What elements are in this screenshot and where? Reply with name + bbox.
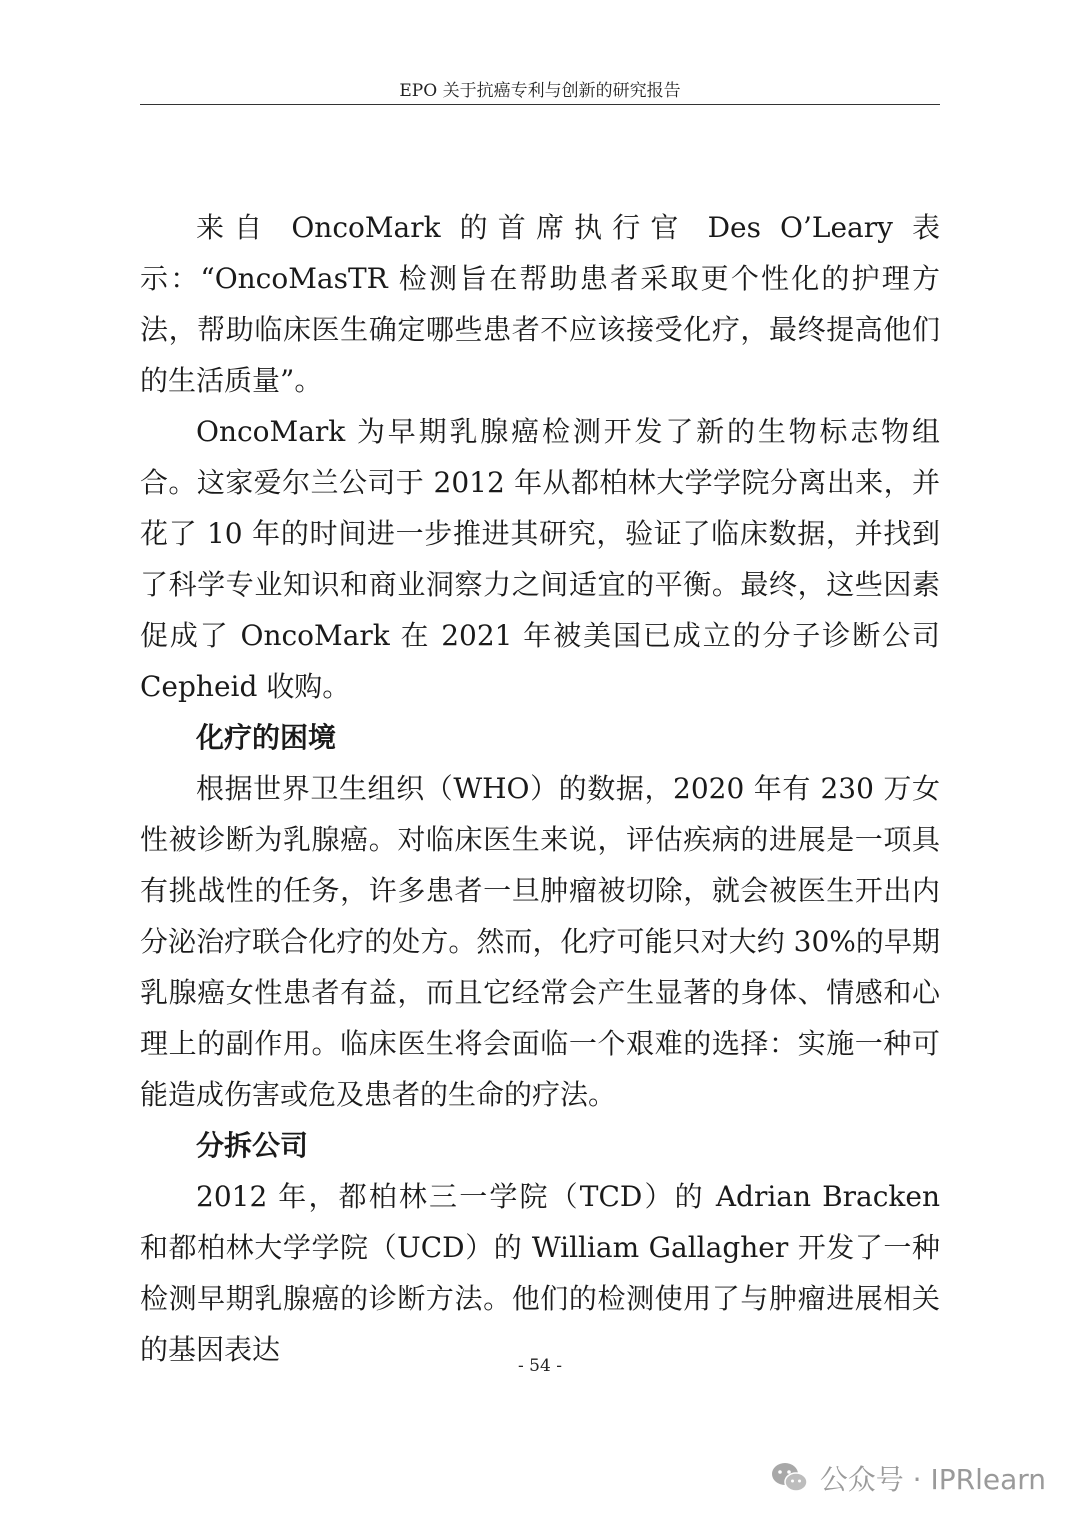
header-divider: [140, 104, 940, 105]
paragraph-chemo: 根据世界卫生组织（WHO）的数据，2020 年有 230 万女性被诊断为乳腺癌。对临床医生来说，评估疾病的进展是一项具有挑战性的任务，许多患者一旦肿瘤被切除，就会被医生开出内分泌治疗联合化疗的处方。然而，化疗可能只对大约 30%的早期乳腺癌女性患者有益，而且它经常会产生显著的身体、情感和心理上的副作用。临床医生将会面临一个艰难的选择：实施一种可能造成伤害或危及患者的生命的疗法。: [140, 772, 940, 1111]
section-heading-chemo: 化疗的困境: [196, 721, 337, 754]
paragraph-oncomark: OncoMark 为早期乳腺癌检测开发了新的生物标志物组合。这家爱尔兰公司于 2012 年从都柏林大学学院分离出来，并花了 10 年的时间进一步推进其研究，验证了临床数据，并找到了科学专业知识和商业洞察力之间适宜的平衡。最终，这些因素促成了 OncoMark 在 2021 年被美国已成立的分子诊断公司 Cepheid 收购。: [140, 415, 940, 703]
paragraph-spinoff: 2012 年，都柏林三一学院（TCD）的 Adrian Bracken 和都柏林大学学院（UCD）的 William Gallagher 开发了一种检测早期乳腺癌的诊断方法。他们的检测使用了与肿瘤进展相关的基因表达: [140, 1180, 940, 1366]
running-header: EPO 关于抗癌专利与创新的研究报告: [399, 81, 681, 101]
wechat-icon: [770, 1461, 810, 1495]
watermark-text: 公众号 · IPRlearn: [819, 1463, 1046, 1496]
paragraph-quote: 来自 OncoMark 的首席执行官 Des O’Leary 表示：“OncoMasTR 检测旨在帮助患者采取更个性化的护理方法，帮助临床医生确定哪些患者不应该接受化疗，最终提高他们的生活质量”。: [140, 211, 940, 397]
watermark: [770, 1458, 1046, 1498]
section-heading-spinoff: 分拆公司: [196, 1129, 309, 1162]
page-number: - 54 -: [518, 1356, 562, 1376]
document-body: [140, 202, 940, 1375]
